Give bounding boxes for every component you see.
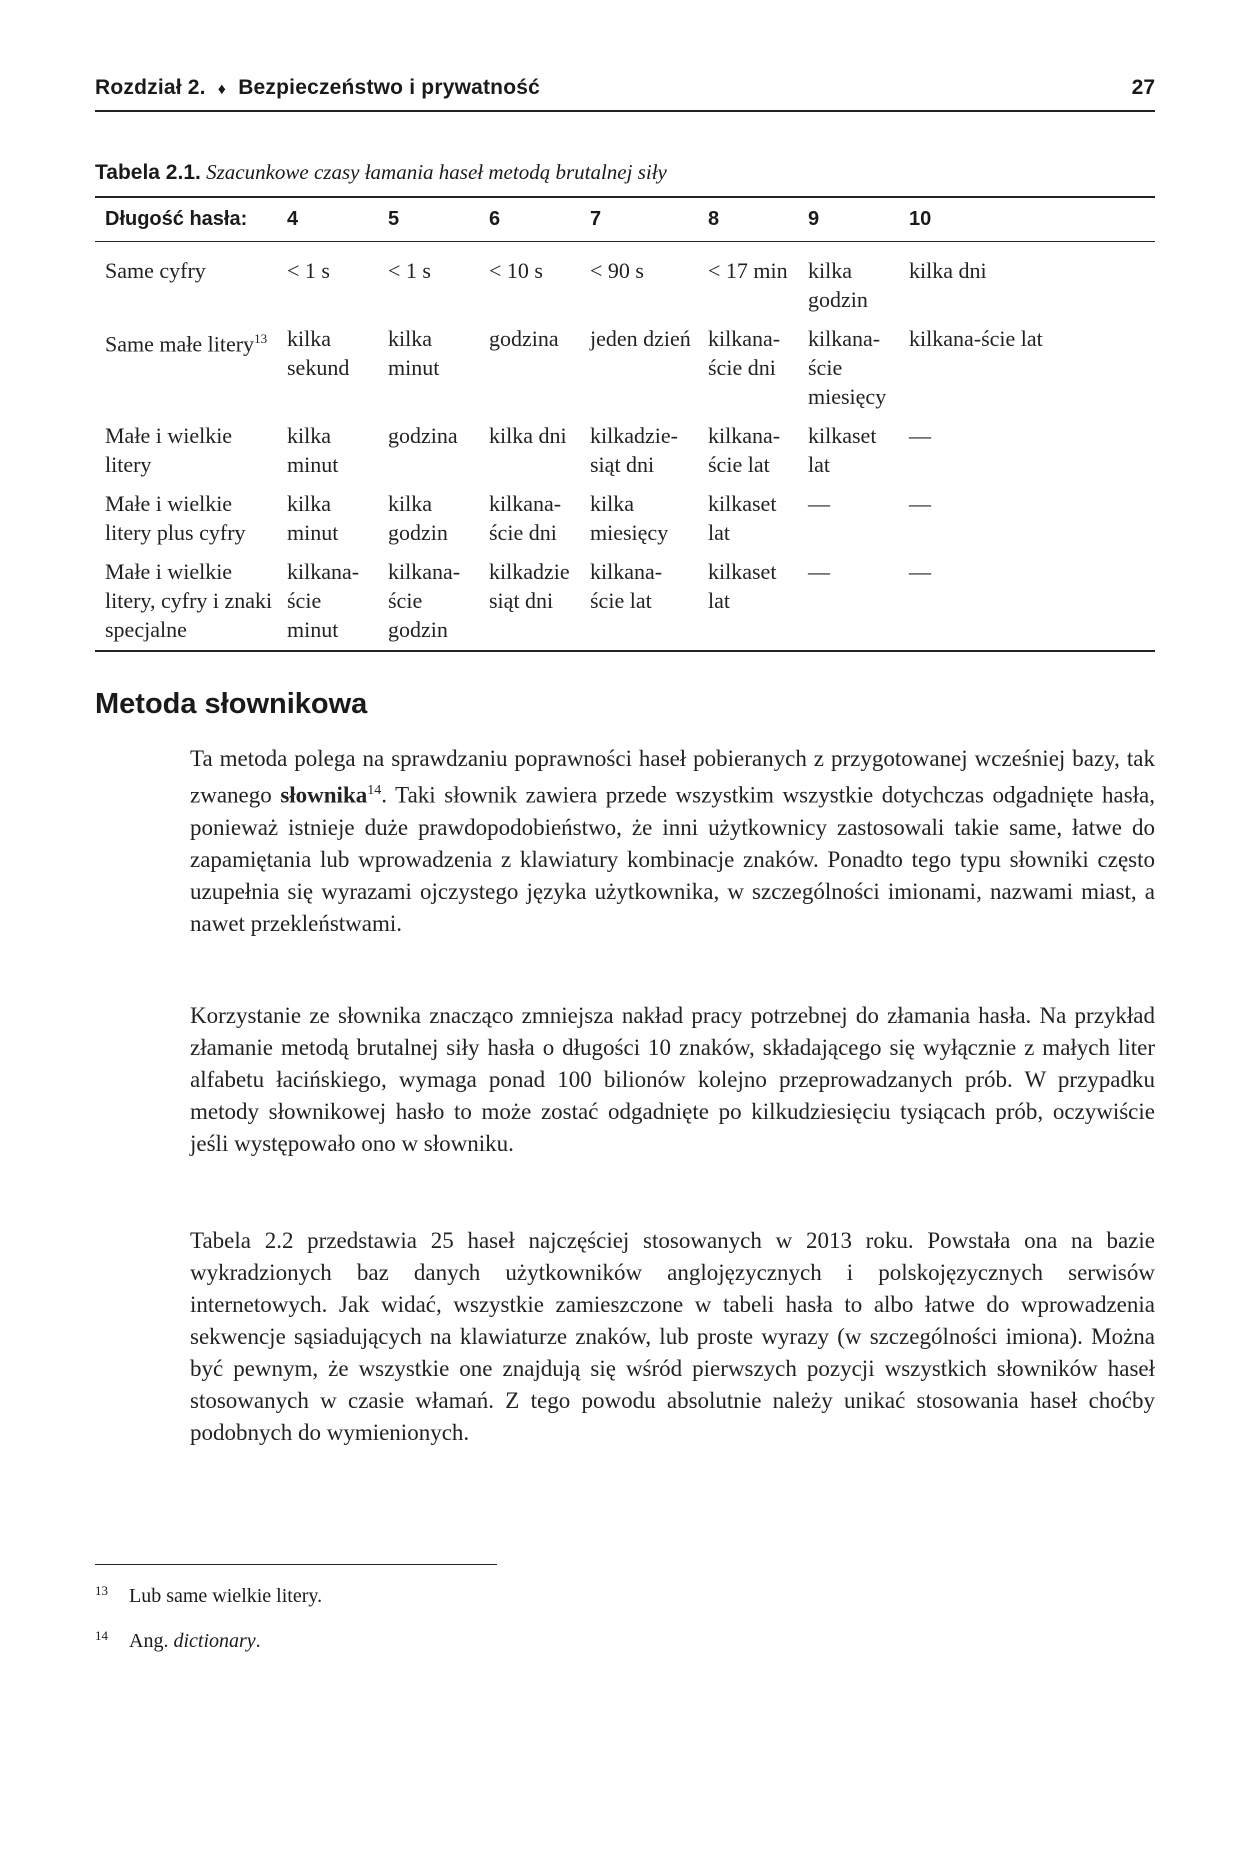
term-dictionary: słownika — [280, 782, 368, 808]
table-cell: kilka minut — [287, 491, 339, 545]
footnote-divider — [95, 1564, 497, 1565]
table-cell: kilkana-ście godzin — [378, 557, 479, 651]
footnote-text: Ang. — [129, 1630, 174, 1652]
section-heading: Metoda słownikowa — [95, 688, 368, 720]
table-caption — [95, 160, 667, 185]
cracking-times-table — [95, 196, 1155, 652]
table-cell: kilka miesięcy — [590, 491, 669, 545]
running-head-chapter — [95, 76, 540, 100]
footnote-number: 13 — [95, 1583, 108, 1598]
paragraph-text: . Taki słownik zawiera przede wszystkim wszystkie dotychczas odgadnięte hasła, ponieważ istnieje duże prawdopodobieństwo, że inni użytkownicy zastosowali takie same, łatwe do zapamiętania lub wprowadzenia z klawiatury kombinacje znaków. Ponadto tego typu słowniki często uzupełnia się wyrazami ojczystego języka użytkownika, w szczególności imionami, nazwami miast, a nawet przekleństwami. — [190, 782, 1155, 936]
header-length-8: 8 — [698, 197, 798, 242]
table-cell: < 1 s — [287, 258, 330, 283]
table-cell: godzina — [388, 423, 458, 448]
table-header-row — [95, 197, 1155, 242]
row-label — [95, 324, 277, 421]
table-cell: kilkana-ście lat — [909, 326, 1043, 351]
chapter-title: Bezpieczeństwo i prywatność — [238, 76, 540, 99]
table-cell: kilkana-ście minut — [277, 557, 378, 651]
table-cell: kilka sekund — [287, 326, 350, 380]
table-cell: kilkana-ście miesięcy — [808, 326, 887, 409]
row-label: Małe i wielkie litery plus cyfry — [105, 491, 246, 545]
footnote-ref: 14 — [367, 783, 382, 798]
chapter-label: Rozdział 2. — [95, 76, 206, 99]
header-length-9: 9 — [798, 197, 899, 242]
footnote-text: . — [255, 1630, 261, 1652]
footnote — [95, 1628, 261, 1654]
table-row — [95, 242, 1155, 325]
table-caption-text: Szacunkowe czasy łamania haseł metodą brutalnej siły — [206, 160, 667, 184]
page-number: 27 — [1131, 76, 1155, 99]
table-cell: kilka dni — [489, 423, 567, 448]
table-caption-label: Tabela 2.1. — [95, 161, 201, 184]
table-cell: kilka minut — [388, 326, 440, 380]
paragraph: Korzystanie ze słownika znacząco zmniejsza nakład pracy potrzebnej do złamania hasła. Na przykład złamanie metodą brutalnej siły hasła o długości 10 znaków, składającego się wyłącznie z małych liter alfabetu łacińskiego, wymaga ponad 100 bilionów kolejno przeprowadzanych prób. W przypadku metody słownikowej hasło to może zostać odgadnięte po kilkudziesięciu tysiącach prób, oczywiście jeśli występowało ono w słowniku. — [190, 1003, 1155, 1156]
table-cell: godzina — [489, 326, 559, 351]
row-label: Same cyfry — [105, 258, 206, 283]
table-cell: < 17 min — [708, 258, 788, 283]
table-row — [95, 421, 1155, 489]
table-cell: kilka godzin — [388, 491, 448, 545]
table-cell: kilkaset lat — [808, 423, 877, 477]
table-row — [95, 324, 1155, 421]
table-cell: kilkadzie siąt dni — [479, 557, 580, 651]
table-cell: kilka godzin — [808, 258, 868, 312]
header-length-7: 7 — [580, 197, 698, 242]
table-cell: kilkaset lat — [708, 491, 777, 545]
footnote-ref: 13 — [254, 331, 268, 346]
header-length-5: 5 — [378, 197, 479, 242]
paragraph-text: Ta metoda polega na sprawdzaniu poprawności haseł pobieranych z przygotowanej wcześniej bazy, tak zwanego — [190, 746, 1155, 808]
footnote-number: 14 — [95, 1628, 108, 1643]
row-label: Małe i wielkie litery, cyfry i znaki specjalne — [95, 557, 277, 651]
table-cell: — — [899, 557, 1155, 651]
table-cell: kilkaset lat — [698, 557, 798, 651]
table-cell: — — [909, 423, 931, 448]
table-cell: < 10 s — [489, 258, 543, 283]
table-cell: — — [909, 491, 931, 516]
footnote-term: dictionary — [173, 1630, 256, 1652]
table-cell: — — [798, 557, 899, 651]
paragraph: Tabela 2.2 przedstawia 25 haseł najczęściej stosowanych w 2013 roku. Powstała ona na bazie wykradzionych baz danych użytkowników anglojęzycznych i polskojęzycznych serwisów internetowych. Jak widać, wszystkie zamieszczone w tabeli hasła to albo łatwe do wprowadzenia sekwencje sąsiadujących na klawiaturze znaków, lub proste wyrazy (w szczególności imiona). Można być pewnym, że wszystkie one znajdują się wśród pierwszych pozycji wszystkich słowników haseł stosowanych w czasie włamań. Z tego powodu absolutnie należy unikać stosowania haseł choćby podobnych do wymienionych. — [190, 1228, 1155, 1445]
table-cell: kilkana-ście dni — [708, 326, 781, 380]
diamond-icon: ♦ — [217, 81, 227, 98]
table-row — [95, 557, 1155, 651]
header-length-4: 4 — [277, 197, 378, 242]
header-length-6: 6 — [479, 197, 580, 242]
table-cell: < 1 s — [388, 258, 431, 283]
row-label: Małe i wielkie litery — [105, 423, 233, 477]
table-cell: kilka minut — [287, 423, 339, 477]
table-cell: kilkana-ście lat — [580, 557, 698, 651]
table-cell: < 90 s — [590, 258, 644, 283]
header-length-10: 10 — [899, 197, 1155, 242]
table-cell: kilka dni — [909, 258, 987, 283]
header-password-length: Długość hasła: — [95, 197, 277, 242]
table-cell: kilkana-ście lat — [708, 423, 781, 477]
paragraph — [190, 743, 1155, 940]
table-row — [95, 489, 1155, 557]
footnote-text: Lub same wielkie litery. — [129, 1585, 323, 1607]
table-cell: — — [808, 491, 830, 516]
footnote — [95, 1583, 322, 1609]
table-cell: jeden dzień — [590, 326, 691, 351]
running-head — [95, 76, 1155, 112]
row-label-text: Same małe litery — [105, 331, 255, 357]
table-cell: kilkana-ście dni — [489, 491, 562, 545]
table-cell: kilkadzie-siąt dni — [590, 423, 678, 477]
